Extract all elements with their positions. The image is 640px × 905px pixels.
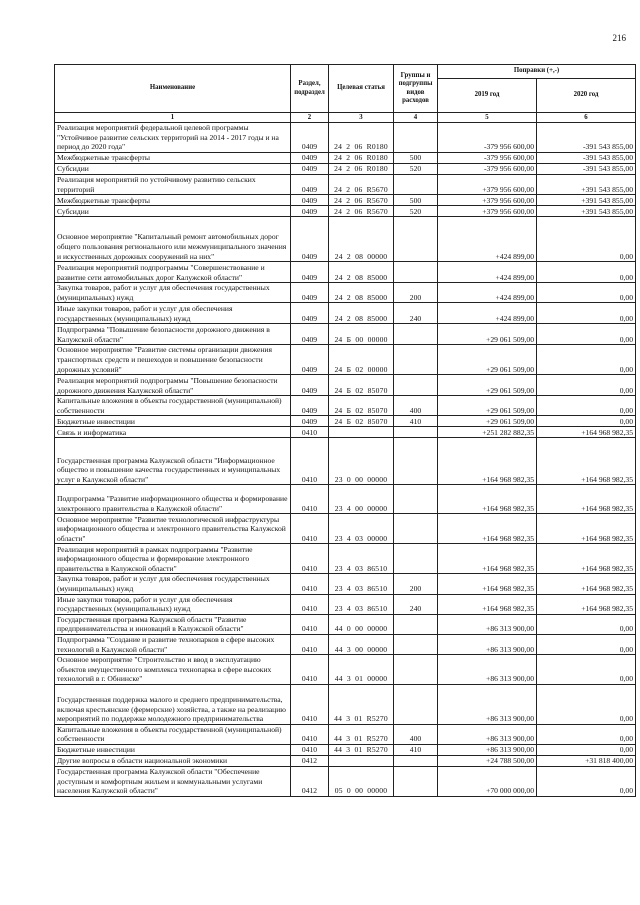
table-row bbox=[55, 195, 636, 206]
row-section: 0409 bbox=[291, 153, 329, 164]
row-section: 0409 bbox=[291, 345, 329, 375]
table-row bbox=[55, 485, 636, 514]
row-amount-2020: 0,00 bbox=[537, 324, 636, 345]
row-article: 24 Б 02 85070 bbox=[329, 416, 394, 427]
row-name: Государственная программа Калужской области "Информационное общество и повышение качества государственных и муниципальных услуг в Калужской области" bbox=[55, 438, 291, 485]
row-amount-2020: 0,00 bbox=[537, 634, 636, 654]
row-article: 24 2 06 R5670 bbox=[329, 206, 394, 217]
row-article: 24 2 06 R5670 bbox=[329, 195, 394, 206]
row-amount-2020: -391 543 855,00 bbox=[537, 123, 636, 153]
table-row bbox=[55, 574, 636, 594]
row-group: 240 bbox=[394, 594, 438, 614]
row-amount-2020: -391 543 855,00 bbox=[537, 164, 636, 175]
row-name: Подпрограмма "Повышение безопасности дорожного движения в Калужской области" bbox=[55, 324, 291, 345]
row-section: 0410 bbox=[291, 634, 329, 654]
row-amount-2020: +164 968 982,35 bbox=[537, 514, 636, 544]
row-amount-2020: +164 968 982,35 bbox=[537, 544, 636, 574]
header-name: Наименование bbox=[55, 65, 291, 113]
header-groups: Группы и подгруппы видов расходов bbox=[394, 65, 438, 113]
row-name: Реализация мероприятий федеральной целевой программы "Устойчивое развитие сельских территорий на 2014 - 2017 годы и на период до 2020 года" bbox=[55, 123, 291, 153]
row-name: Межбюджетные трансферты bbox=[55, 153, 291, 164]
row-article: 24 2 06 R0180 bbox=[329, 123, 394, 153]
row-section: 0410 bbox=[291, 614, 329, 634]
row-amount-2020: 0,00 bbox=[537, 303, 636, 324]
row-section: 0409 bbox=[291, 175, 329, 195]
row-group bbox=[394, 375, 438, 396]
col-number: 3 bbox=[329, 113, 394, 123]
row-name: Государственная программа Калужской области "Развитие предпринимательства и инноваций в Калужской области" bbox=[55, 614, 291, 634]
row-group bbox=[394, 655, 438, 685]
table-body bbox=[55, 123, 636, 797]
row-amount-2019: +379 956 600,00 bbox=[438, 175, 537, 195]
table-row bbox=[55, 303, 636, 324]
table-row bbox=[55, 427, 636, 438]
row-amount-2019: +424 899,00 bbox=[438, 217, 537, 262]
row-group bbox=[394, 345, 438, 375]
row-amount-2019: +164 968 982,35 bbox=[438, 594, 537, 614]
row-section: 0410 bbox=[291, 745, 329, 756]
row-section: 0412 bbox=[291, 756, 329, 767]
row-section: 0409 bbox=[291, 164, 329, 175]
row-group: 410 bbox=[394, 745, 438, 756]
row-group bbox=[394, 514, 438, 544]
row-amount-2020: 0,00 bbox=[537, 745, 636, 756]
row-amount-2020: 0,00 bbox=[537, 375, 636, 396]
row-name: Субсидии bbox=[55, 164, 291, 175]
row-name: Бюджетные инвестиции bbox=[55, 416, 291, 427]
row-article bbox=[329, 756, 394, 767]
table-row bbox=[55, 724, 636, 744]
row-article: 24 2 06 R0180 bbox=[329, 153, 394, 164]
row-group bbox=[394, 767, 438, 797]
page-number: 216 bbox=[612, 33, 626, 43]
col-number: 6 bbox=[537, 113, 636, 123]
row-article: 24 2 08 85000 bbox=[329, 283, 394, 303]
table-row bbox=[55, 438, 636, 485]
row-article: 24 Б 02 85070 bbox=[329, 396, 394, 416]
row-name: Основное мероприятие "Развитие технологической инфраструктуры информационного общества и электронного правительства Калужской области" bbox=[55, 514, 291, 544]
row-group bbox=[394, 217, 438, 262]
row-name: Реализация мероприятий подпрограммы "Повышение безопасности дорожного движения Калужской области" bbox=[55, 375, 291, 396]
row-amount-2020: +164 968 982,35 bbox=[537, 427, 636, 438]
row-section: 0409 bbox=[291, 303, 329, 324]
row-group: 400 bbox=[394, 396, 438, 416]
row-amount-2019: +86 313 900,00 bbox=[438, 684, 537, 724]
table-row bbox=[55, 153, 636, 164]
row-group: 400 bbox=[394, 724, 438, 744]
row-amount-2020: +391 543 855,00 bbox=[537, 195, 636, 206]
row-amount-2020: +391 543 855,00 bbox=[537, 206, 636, 217]
row-amount-2019: +164 968 982,35 bbox=[438, 574, 537, 594]
row-name: Подпрограмма "Развитие информационного общества и формирование электронного правительства в Калужской области" bbox=[55, 485, 291, 514]
row-article: 24 2 06 R5670 bbox=[329, 175, 394, 195]
row-name: Капитальные вложения в объекты государственной (муниципальной) собственности bbox=[55, 724, 291, 744]
row-group bbox=[394, 123, 438, 153]
table-row bbox=[55, 175, 636, 195]
row-amount-2020: -391 543 855,00 bbox=[537, 153, 636, 164]
row-name: Основное мероприятие "Капитальный ремонт автомобильных дорог общего пользования регионального или межмуниципального значения и искусственных дорожных сооружений на них" bbox=[55, 217, 291, 262]
row-group bbox=[394, 544, 438, 574]
row-article: 44 0 00 00000 bbox=[329, 614, 394, 634]
row-amount-2019: +86 313 900,00 bbox=[438, 745, 537, 756]
row-section: 0409 bbox=[291, 375, 329, 396]
row-article: 44 3 00 00000 bbox=[329, 634, 394, 654]
table-row bbox=[55, 614, 636, 634]
row-article: 24 Б 02 85070 bbox=[329, 375, 394, 396]
table-row bbox=[55, 655, 636, 685]
row-article: 23 0 00 00000 bbox=[329, 438, 394, 485]
row-amount-2020: 0,00 bbox=[537, 655, 636, 685]
table-row bbox=[55, 396, 636, 416]
row-amount-2019: +29 061 509,00 bbox=[438, 324, 537, 345]
row-section: 0410 bbox=[291, 485, 329, 514]
row-amount-2019: +424 899,00 bbox=[438, 283, 537, 303]
row-group: 500 bbox=[394, 153, 438, 164]
row-section: 0409 bbox=[291, 206, 329, 217]
row-amount-2019: +424 899,00 bbox=[438, 303, 537, 324]
row-amount-2020: 0,00 bbox=[537, 684, 636, 724]
row-section: 0409 bbox=[291, 217, 329, 262]
row-amount-2019: +29 061 509,00 bbox=[438, 396, 537, 416]
header-article: Целевая статья bbox=[329, 65, 394, 113]
row-name: Связь и информатика bbox=[55, 427, 291, 438]
row-name: Межбюджетные трансферты bbox=[55, 195, 291, 206]
table-row bbox=[55, 767, 636, 797]
row-name: Закупка товаров, работ и услуг для обеспечения государственных (муниципальных) нужд bbox=[55, 283, 291, 303]
table-row bbox=[55, 514, 636, 544]
row-name: Государственная программа Калужской области "Обеспечение доступным и комфортным жильем и коммунальными услугами населения Калужской области" bbox=[55, 767, 291, 797]
row-name: Капитальные вложения в объекты государственной (муниципальной) собственности bbox=[55, 396, 291, 416]
row-name: Закупка товаров, работ и услуг для обеспечения государственных (муниципальных) нужд bbox=[55, 574, 291, 594]
row-article: 23 4 03 86510 bbox=[329, 544, 394, 574]
row-article: 24 2 06 R0180 bbox=[329, 164, 394, 175]
row-article: 24 Б 00 00000 bbox=[329, 324, 394, 345]
row-group bbox=[394, 438, 438, 485]
row-group: 520 bbox=[394, 206, 438, 217]
row-article: 23 4 03 00000 bbox=[329, 514, 394, 544]
row-article: 44 3 01 R5270 bbox=[329, 745, 394, 756]
table-row bbox=[55, 262, 636, 283]
row-article: 23 4 03 86510 bbox=[329, 594, 394, 614]
row-amount-2020: +391 543 855,00 bbox=[537, 175, 636, 195]
row-amount-2019: +86 313 900,00 bbox=[438, 655, 537, 685]
row-name: Государственная поддержка малого и среднего предпринимательства, включая крестьянские (фермерские) хозяйства, а также на реализацию мероприятий по поддержке молодежного предпринимательства bbox=[55, 684, 291, 724]
row-amount-2020: 0,00 bbox=[537, 262, 636, 283]
table-row bbox=[55, 345, 636, 375]
row-amount-2019: -379 956 600,00 bbox=[438, 164, 537, 175]
row-amount-2019: +164 968 982,35 bbox=[438, 544, 537, 574]
row-section: 0410 bbox=[291, 427, 329, 438]
row-amount-2020: +164 968 982,35 bbox=[537, 594, 636, 614]
row-amount-2019: +24 788 500,00 bbox=[438, 756, 537, 767]
row-article: 23 4 03 86510 bbox=[329, 574, 394, 594]
table-row bbox=[55, 217, 636, 262]
row-name: Субсидии bbox=[55, 206, 291, 217]
row-name: Иные закупки товаров, работ и услуг для обеспечения государственных (муниципальных) нужд bbox=[55, 594, 291, 614]
table-row bbox=[55, 756, 636, 767]
row-amount-2019: +164 968 982,35 bbox=[438, 438, 537, 485]
row-article: 24 2 08 85000 bbox=[329, 303, 394, 324]
table-row bbox=[55, 324, 636, 345]
row-name: Подпрограмма "Создание и развитие технопарков в сфере высоких технологий в Калужской области" bbox=[55, 634, 291, 654]
budget-table bbox=[54, 64, 636, 797]
row-name: Основное мероприятие "Развитие системы организации движения транспортных средств и пешеходов и повышение безопасности дорожных условий" bbox=[55, 345, 291, 375]
table-row bbox=[55, 283, 636, 303]
row-group bbox=[394, 427, 438, 438]
row-amount-2019: +29 061 509,00 bbox=[438, 416, 537, 427]
table-row bbox=[55, 544, 636, 574]
row-amount-2019: -379 956 600,00 bbox=[438, 123, 537, 153]
row-article bbox=[329, 427, 394, 438]
row-section: 0409 bbox=[291, 262, 329, 283]
row-name: Реализация мероприятий в рамках подпрограммы "Развитие информационного общества и формирование электронного правительства в Калужской области" bbox=[55, 544, 291, 574]
row-section: 0409 bbox=[291, 324, 329, 345]
table-row bbox=[55, 634, 636, 654]
row-section: 0412 bbox=[291, 767, 329, 797]
row-amount-2020: 0,00 bbox=[537, 283, 636, 303]
row-amount-2020: +164 968 982,35 bbox=[537, 574, 636, 594]
row-section: 0409 bbox=[291, 195, 329, 206]
row-group bbox=[394, 324, 438, 345]
row-article: 24 2 08 85000 bbox=[329, 262, 394, 283]
row-amount-2019: +86 313 900,00 bbox=[438, 724, 537, 744]
row-section: 0410 bbox=[291, 594, 329, 614]
table-row bbox=[55, 594, 636, 614]
row-amount-2020: 0,00 bbox=[537, 396, 636, 416]
row-group bbox=[394, 756, 438, 767]
row-amount-2019: +164 968 982,35 bbox=[438, 514, 537, 544]
row-name: Реализация мероприятий по устойчивому развитию сельских территорий bbox=[55, 175, 291, 195]
row-group: 240 bbox=[394, 303, 438, 324]
row-amount-2019: +251 282 882,35 bbox=[438, 427, 537, 438]
row-section: 0410 bbox=[291, 724, 329, 744]
row-section: 0410 bbox=[291, 574, 329, 594]
row-amount-2020: +164 968 982,35 bbox=[537, 485, 636, 514]
row-group bbox=[394, 634, 438, 654]
col-number: 4 bbox=[394, 113, 438, 123]
row-section: 0410 bbox=[291, 514, 329, 544]
table-row bbox=[55, 416, 636, 427]
header-amendments: Поправки (+,-) bbox=[438, 65, 636, 79]
table-row bbox=[55, 206, 636, 217]
col-number: 1 bbox=[55, 113, 291, 123]
col-number: 2 bbox=[291, 113, 329, 123]
row-group: 200 bbox=[394, 574, 438, 594]
row-section: 0410 bbox=[291, 438, 329, 485]
row-group bbox=[394, 485, 438, 514]
row-amount-2019: +424 899,00 bbox=[438, 262, 537, 283]
row-group: 520 bbox=[394, 164, 438, 175]
table-row bbox=[55, 164, 636, 175]
row-amount-2019: +379 956 600,00 bbox=[438, 206, 537, 217]
row-amount-2020: 0,00 bbox=[537, 345, 636, 375]
row-group: 410 bbox=[394, 416, 438, 427]
row-amount-2019: +29 061 509,00 bbox=[438, 375, 537, 396]
row-section: 0410 bbox=[291, 684, 329, 724]
header-year-2019: 2019 год bbox=[438, 79, 537, 113]
row-article: 23 4 00 00000 bbox=[329, 485, 394, 514]
row-amount-2020: 0,00 bbox=[537, 724, 636, 744]
row-group bbox=[394, 684, 438, 724]
row-amount-2020: 0,00 bbox=[537, 767, 636, 797]
row-amount-2019: +70 000 000,00 bbox=[438, 767, 537, 797]
row-amount-2020: 0,00 bbox=[537, 416, 636, 427]
row-article: 44 3 01 R5270 bbox=[329, 684, 394, 724]
header-year-2020: 2020 год bbox=[537, 79, 636, 113]
row-article: 44 3 01 R5270 bbox=[329, 724, 394, 744]
row-amount-2020: 0,00 bbox=[537, 217, 636, 262]
row-amount-2019: +29 061 509,00 bbox=[438, 345, 537, 375]
row-group bbox=[394, 262, 438, 283]
header-section: Раздел, подраздел bbox=[291, 65, 329, 113]
row-name: Реализация мероприятий подпрограммы "Совершенствование и развитие сети автомобильных дорог Калужской области" bbox=[55, 262, 291, 283]
table-row bbox=[55, 375, 636, 396]
row-amount-2020: +31 818 400,00 bbox=[537, 756, 636, 767]
row-group bbox=[394, 614, 438, 634]
table-row bbox=[55, 684, 636, 724]
row-amount-2020: +164 968 982,35 bbox=[537, 438, 636, 485]
row-article: 24 2 08 00000 bbox=[329, 217, 394, 262]
row-article: 05 0 00 00000 bbox=[329, 767, 394, 797]
row-name: Основное мероприятие "Строительство и ввод в эксплуатацию объектов имущественного комплекса технопарка в сфере высоких технологий в г. Обнинске" bbox=[55, 655, 291, 685]
row-article: 24 Б 02 00000 bbox=[329, 345, 394, 375]
row-section: 0409 bbox=[291, 283, 329, 303]
row-amount-2019: -379 956 600,00 bbox=[438, 153, 537, 164]
row-section: 0409 bbox=[291, 416, 329, 427]
row-name: Бюджетные инвестиции bbox=[55, 745, 291, 756]
row-amount-2019: +379 956 600,00 bbox=[438, 195, 537, 206]
row-article: 44 3 01 00000 bbox=[329, 655, 394, 685]
row-section: 0410 bbox=[291, 655, 329, 685]
col-number: 5 bbox=[438, 113, 537, 123]
row-amount-2019: +86 313 900,00 bbox=[438, 634, 537, 654]
row-amount-2020: 0,00 bbox=[537, 614, 636, 634]
row-section: 0410 bbox=[291, 544, 329, 574]
row-group: 200 bbox=[394, 283, 438, 303]
row-amount-2019: +164 968 982,35 bbox=[438, 485, 537, 514]
row-group: 500 bbox=[394, 195, 438, 206]
row-group bbox=[394, 175, 438, 195]
row-name: Иные закупки товаров, работ и услуг для обеспечения государственных (муниципальных) нужд bbox=[55, 303, 291, 324]
table-row bbox=[55, 745, 636, 756]
row-name: Другие вопросы в области национальной экономики bbox=[55, 756, 291, 767]
table-row bbox=[55, 123, 636, 153]
row-section: 0409 bbox=[291, 396, 329, 416]
row-amount-2019: +86 313 900,00 bbox=[438, 614, 537, 634]
row-section: 0409 bbox=[291, 123, 329, 153]
